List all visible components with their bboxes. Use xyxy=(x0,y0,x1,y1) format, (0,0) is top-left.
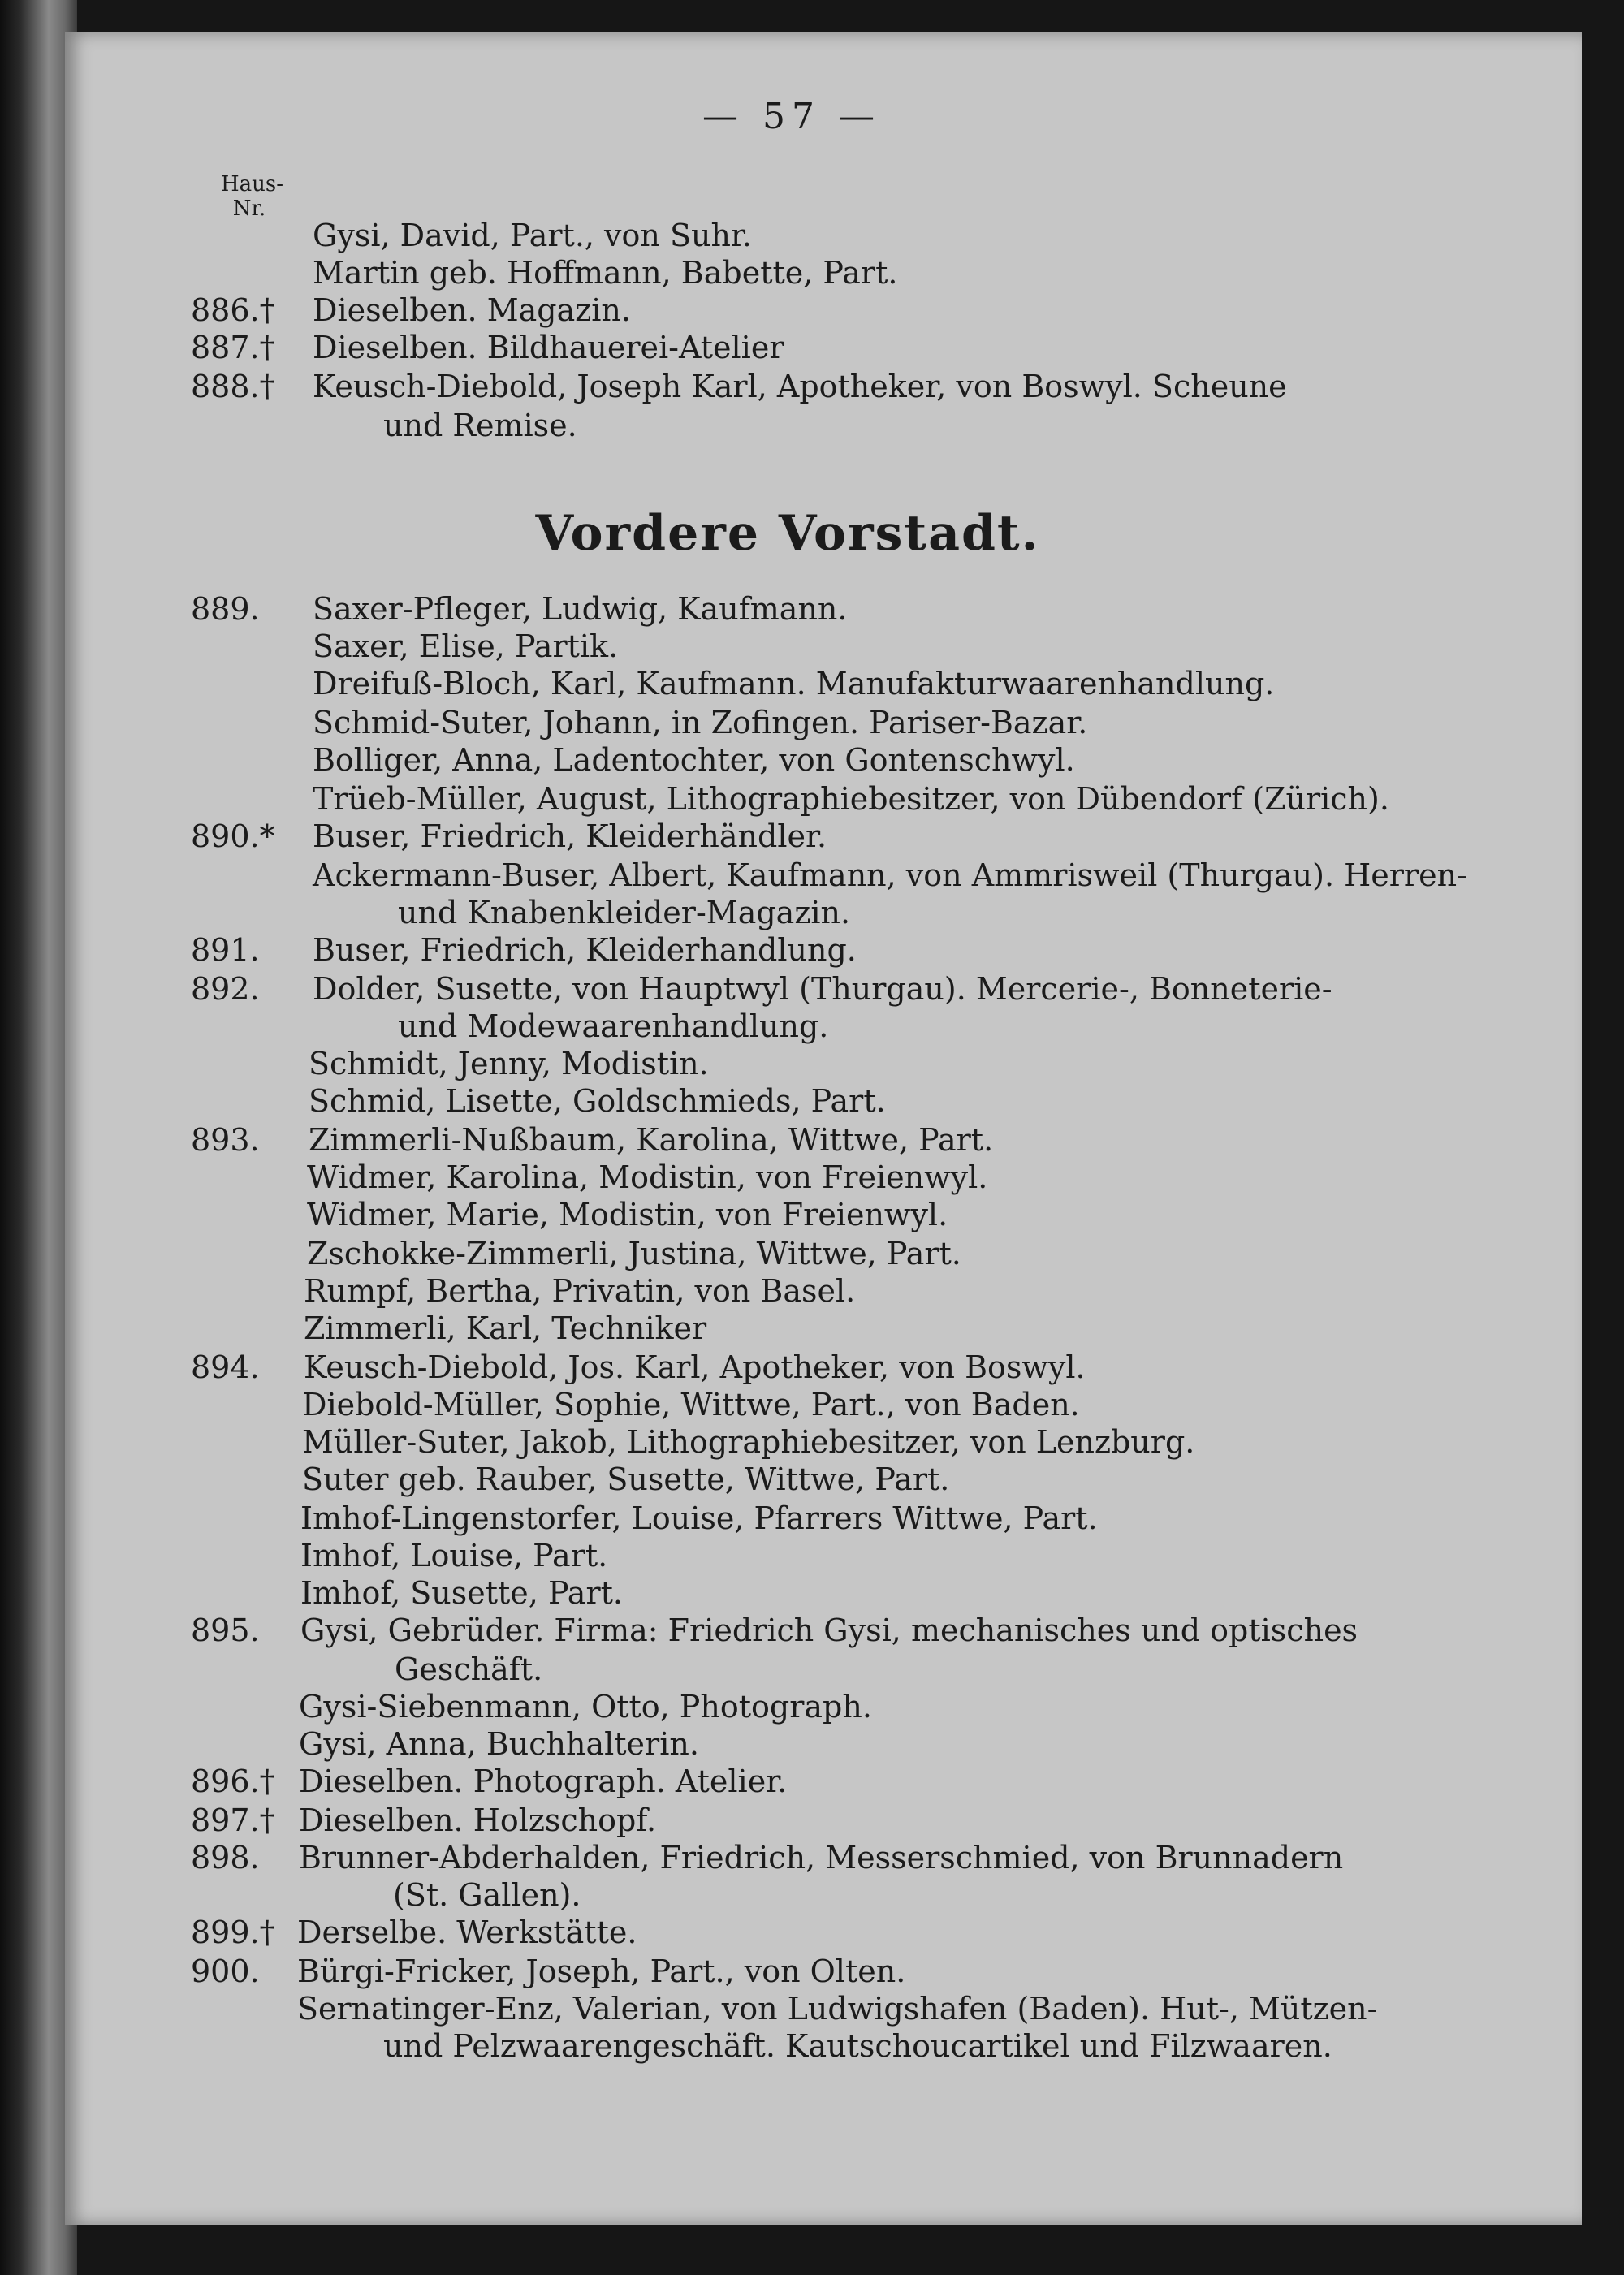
entry-continuation-line xyxy=(0,857,1467,893)
entry-continuation-line xyxy=(0,628,1429,664)
entry-continuation-line xyxy=(0,1726,1429,1762)
entry-continuation-line xyxy=(0,1310,1429,1346)
column-header-line2: Nr. xyxy=(232,196,266,221)
entry-continuation-line xyxy=(0,1236,1429,1271)
entry-text: Bolliger, Anna, Ladentochter, von Gontenschwyl. xyxy=(313,742,1075,778)
entry-text: Diebold-Müller, Sophie, Wittwe, Part., von Baden. xyxy=(302,1387,1080,1422)
entry-continuation-line xyxy=(0,1689,1429,1725)
entry-text: Rumpf, Bertha, Privatin, von Basel. xyxy=(304,1273,856,1309)
entry-text: Schmid, Lisette, Goldschmieds, Part. xyxy=(309,1083,886,1119)
column-header xyxy=(221,172,284,221)
entry-text: Keusch-Diebold, Joseph Karl, Apotheker, von Boswyl. Scheune xyxy=(313,369,1287,404)
entry-text: Dieselben. Holzschopf. xyxy=(299,1802,657,1838)
entry-text: Imhof, Louise, Part. xyxy=(300,1538,608,1574)
house-number: 888.† xyxy=(191,369,275,404)
entry-text: Imhof, Susette, Part. xyxy=(300,1575,623,1611)
entry-line xyxy=(0,1953,1429,1989)
entry-text: Buser, Friedrich, Kleiderhändler. xyxy=(313,818,827,854)
entry-text: Sernatinger-Enz, Valerian, von Ludwigshafen (Baden). Hut-, Mützen- xyxy=(297,1991,1378,2027)
house-number: 886.† xyxy=(191,292,275,328)
house-number: 891. xyxy=(191,932,260,968)
entry-text: und Modewaarenhandlung. xyxy=(398,1008,829,1044)
entry-continuation-line xyxy=(0,705,1429,740)
entry-line xyxy=(0,292,1429,328)
entry-text: und Remise. xyxy=(383,408,577,443)
entry-continuation-line xyxy=(0,1387,1429,1422)
entry-continuation-line xyxy=(0,1424,1429,1460)
entry-text: Dieselben. Bildhauerei-Atelier xyxy=(313,330,784,365)
entry-text: Dieselben. Photograph. Atelier. xyxy=(299,1763,788,1799)
entry-continuation-line xyxy=(0,218,1429,253)
entry-line xyxy=(0,1840,1429,1876)
entry-line xyxy=(0,818,1429,854)
entry-line xyxy=(0,369,1429,404)
house-number: 900. xyxy=(191,1953,260,1989)
entry-text: Brunner-Abderhalden, Friedrich, Messerschmied, von Brunnadern xyxy=(299,1840,1344,1876)
entry-text: Gysi-Siebenmann, Otto, Photograph. xyxy=(299,1689,872,1725)
entry-continuation-line xyxy=(0,1651,1429,1687)
entry-text: Zimmerli, Karl, Techniker xyxy=(304,1310,707,1346)
entry-text: Widmer, Karolina, Modistin, von Freienwyl. xyxy=(307,1159,988,1195)
entry-line xyxy=(0,591,1429,627)
entry-text: Ackermann-Buser, Albert, Kaufmann, von Ammrisweil (Thurgau). Herren- xyxy=(313,857,1467,893)
entry-text: Saxer-Pfleger, Ludwig, Kaufmann. xyxy=(313,591,848,627)
entry-line xyxy=(0,1802,1429,1838)
entry-continuation-line xyxy=(0,781,1429,817)
entry-continuation-line xyxy=(0,1008,1429,1044)
house-number: 892. xyxy=(191,971,260,1007)
entry-continuation-line xyxy=(0,1877,1429,1913)
entry-continuation-line xyxy=(0,1461,1429,1497)
entry-continuation-line xyxy=(0,1575,1429,1611)
entry-line xyxy=(0,932,1429,968)
house-number: 894. xyxy=(191,1349,260,1385)
page-number: — 57 — xyxy=(702,96,881,137)
entry-continuation-line xyxy=(0,1500,1429,1536)
house-number: 889. xyxy=(191,591,260,627)
entry-text: Derselbe. Werkstätte. xyxy=(297,1915,637,1950)
entry-text: Buser, Friedrich, Kleiderhandlung. xyxy=(313,932,857,968)
entry-continuation-line xyxy=(0,1046,1429,1081)
house-number: 893. xyxy=(191,1122,260,1158)
house-number: 899.† xyxy=(191,1915,275,1950)
entry-continuation-line xyxy=(0,1991,1429,2027)
entry-text: Dreifuß-Bloch, Karl, Kaufmann. Manufakturwaarenhandlung. xyxy=(313,666,1275,701)
entry-text: (St. Gallen). xyxy=(393,1877,581,1913)
entry-continuation-line xyxy=(0,666,1429,701)
entry-continuation-line xyxy=(0,1159,1429,1195)
entry-text: Gysi, Gebrüder. Firma: Friedrich Gysi, mechanisches und optisches xyxy=(300,1612,1358,1648)
house-number: 898. xyxy=(191,1840,260,1876)
entry-text: Gysi, Anna, Buchhalterin. xyxy=(299,1726,699,1762)
entry-line xyxy=(0,1349,1429,1385)
entry-text: Trüeb-Müller, August, Lithographiebesitzer, von Dübendorf (Zürich). xyxy=(313,781,1389,817)
entry-text: Geschäft. xyxy=(395,1651,543,1687)
entry-continuation-line xyxy=(0,2028,1429,2064)
entry-continuation-line xyxy=(0,1538,1429,1574)
entry-text: Bürgi-Fricker, Joseph, Part., von Olten. xyxy=(297,1953,906,1989)
entry-line xyxy=(0,1612,1429,1648)
house-number: 887.† xyxy=(191,330,275,365)
entry-text: Schmid-Suter, Johann, in Zofingen. Pariser-Bazar. xyxy=(313,705,1088,740)
entry-continuation-line xyxy=(0,742,1429,778)
entry-line xyxy=(0,330,1429,365)
entry-continuation-line xyxy=(0,1273,1429,1309)
entry-text: Widmer, Marie, Modistin, von Freienwyl. xyxy=(307,1197,948,1232)
entry-line xyxy=(0,1763,1429,1799)
entry-line xyxy=(0,1122,1429,1158)
entry-continuation-line xyxy=(0,408,1429,443)
entry-continuation-line xyxy=(0,255,1429,291)
entry-text: Dolder, Susette, von Hauptwyl (Thurgau). Mercerie-, Bonneterie- xyxy=(313,971,1332,1007)
entry-text: Dieselben. Magazin. xyxy=(313,292,631,328)
entry-text: Zimmerli-Nußbaum, Karolina, Wittwe, Part. xyxy=(309,1122,994,1158)
entry-text: Schmidt, Jenny, Modistin. xyxy=(309,1046,709,1081)
entry-text: Martin geb. Hoffmann, Babette, Part. xyxy=(313,255,898,291)
house-number: 896.† xyxy=(191,1763,275,1799)
entry-text: Saxer, Elise, Partik. xyxy=(313,628,619,664)
house-number: 897.† xyxy=(191,1802,275,1838)
entry-continuation-line xyxy=(0,1197,1429,1232)
entry-text: Müller-Suter, Jakob, Lithographiebesitzer, von Lenzburg. xyxy=(302,1424,1195,1460)
house-number: 890.* xyxy=(191,818,275,854)
entry-text: und Knabenkleider-Magazin. xyxy=(398,895,851,930)
entry-text: und Pelzwaarengeschäft. Kautschoucartikel und Filzwaaren. xyxy=(383,2028,1332,2064)
entry-text: Imhof-Lingenstorfer, Louise, Pfarrers Wittwe, Part. xyxy=(300,1500,1098,1536)
entry-continuation-line xyxy=(0,895,1429,930)
house-number: 895. xyxy=(191,1612,260,1648)
entry-text: Zschokke-Zimmerli, Justina, Wittwe, Part. xyxy=(307,1236,961,1271)
entry-line xyxy=(0,1915,1429,1950)
section-heading: Vordere Vorstadt. xyxy=(535,505,1040,562)
entry-continuation-line xyxy=(0,1083,1429,1119)
entry-text: Gysi, David, Part., von Suhr. xyxy=(313,218,752,253)
column-header-line1: Haus- xyxy=(221,172,284,196)
entry-line xyxy=(0,971,1429,1007)
entry-text: Suter geb. Rauber, Susette, Wittwe, Part. xyxy=(302,1461,950,1497)
entry-text: Keusch-Diebold, Jos. Karl, Apotheker, von Boswyl. xyxy=(304,1349,1086,1385)
